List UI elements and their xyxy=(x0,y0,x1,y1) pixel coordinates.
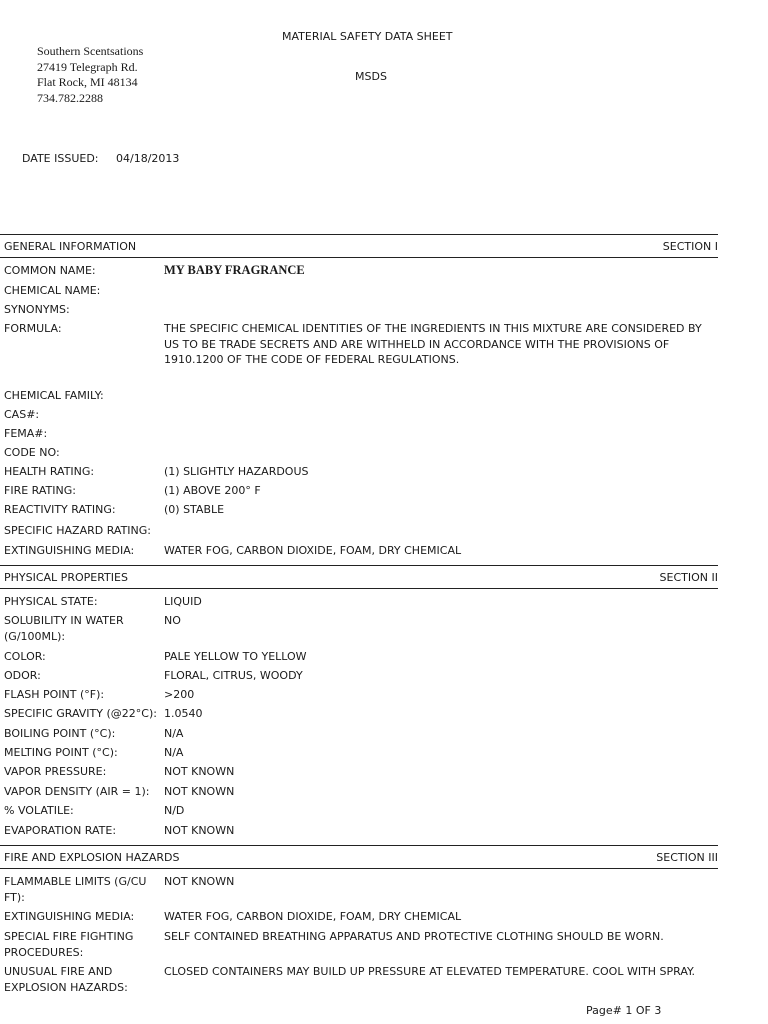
field-label: SPECIFIC GRAVITY (@22°C): xyxy=(4,707,157,720)
section-number: SECTION III xyxy=(656,850,718,864)
field-label: REACTIVITY RATING: xyxy=(4,503,116,516)
field-label: UNUSUAL FIRE AND EXPLOSION HAZARDS: xyxy=(4,965,128,994)
field-value: THE SPECIFIC CHEMICAL IDENTITIES OF THE INGREDIENTS IN THIS MIXTURE ARE CONSIDERED BY US TO BE TRADE SECRETS AND ARE WITHHELD IN ACCORDANCE WITH THE PROVISIONS OF 1910.1200 OF THE CODE OF FEDERAL REGULATIONS. xyxy=(164,322,702,366)
document-subtitle: MSDS xyxy=(355,70,387,83)
field-value: N/D xyxy=(164,804,185,817)
field-value: NOT KNOWN xyxy=(164,765,235,778)
field-value: SELF CONTAINED BREATHING APPARATUS AND PROTECTIVE CLOTHING SHOULD BE WORN. xyxy=(164,930,664,943)
field-label: HEALTH RATING: xyxy=(4,465,95,478)
field-value: NOT KNOWN xyxy=(164,824,235,837)
section-title: PHYSICAL PROPERTIES xyxy=(4,570,128,584)
field-label: SYNONYMS: xyxy=(4,303,70,316)
company-address-line1: 27419 Telegraph Rd. xyxy=(37,59,138,74)
field-label: MELTING POINT (°C): xyxy=(4,746,118,759)
field-label: COLOR: xyxy=(4,650,46,663)
field-label: EVAPORATION RATE: xyxy=(4,824,117,837)
field-label: BOILING POINT (°C): xyxy=(4,727,116,740)
field-value: N/A xyxy=(164,746,184,759)
field-label: FLAMMABLE LIMITS (G/CU FT): xyxy=(4,875,147,904)
field-label: % VOLATILE: xyxy=(4,804,74,817)
field-value: NO xyxy=(164,614,181,627)
section-number: SECTION II xyxy=(659,570,718,584)
field-label: VAPOR PRESSURE: xyxy=(4,765,107,778)
company-address-line2: Flat Rock, MI 48134 xyxy=(37,75,138,89)
section-fire-header xyxy=(0,845,718,869)
section-number: SECTION I xyxy=(662,239,718,253)
field-label: CAS#: xyxy=(4,408,40,421)
date-issued-label: DATE ISSUED: xyxy=(22,152,99,165)
field-label: FIRE RATING: xyxy=(4,484,76,497)
section-title: FIRE AND EXPLOSION HAZARDS xyxy=(4,850,180,864)
field-value: WATER FOG, CARBON DIOXIDE, FOAM, DRY CHEMICAL xyxy=(164,910,462,923)
field-label: COMMON NAME: xyxy=(4,264,96,277)
field-label: SPECIFIC HAZARD RATING: xyxy=(4,524,151,537)
field-value: PALE YELLOW TO YELLOW xyxy=(164,650,307,663)
field-label: FLASH POINT (°F): xyxy=(4,688,105,701)
field-value: MY BABY FRAGRANCE xyxy=(164,263,305,277)
field-label: EXTINGUISHING MEDIA: xyxy=(4,910,135,923)
field-label: CHEMICAL NAME: xyxy=(4,284,101,297)
section-physical-header xyxy=(0,565,718,589)
section-title: GENERAL INFORMATION xyxy=(4,239,137,253)
field-label: FORMULA: xyxy=(4,322,62,335)
field-value: FLORAL, CITRUS, WOODY xyxy=(164,669,303,682)
field-label: EXTINGUISHING MEDIA: xyxy=(4,544,135,557)
field-value: LIQUID xyxy=(164,595,202,608)
field-value: >200 xyxy=(164,688,195,701)
field-value: NOT KNOWN xyxy=(164,785,235,798)
company-phone: 734.782.2288 xyxy=(37,90,103,105)
field-label: ODOR: xyxy=(4,669,41,682)
field-label: VAPOR DENSITY (AIR = 1): xyxy=(4,785,150,798)
company-block xyxy=(37,44,143,106)
document-title: MATERIAL SAFETY DATA SHEET xyxy=(282,30,453,43)
section-general-header xyxy=(0,234,718,258)
field-value: NOT KNOWN xyxy=(164,875,235,888)
field-label: CHEMICAL FAMILY: xyxy=(4,389,104,402)
field-label: PHYSICAL STATE: xyxy=(4,595,98,608)
field-value: CLOSED CONTAINERS MAY BUILD UP PRESSURE AT ELEVATED TEMPERATURE. COOL WITH SPRAY. xyxy=(164,965,696,978)
page-number: Page# 1 OF 3 xyxy=(586,1004,662,1017)
field-label: SPECIAL FIRE FIGHTING PROCEDURES: xyxy=(4,930,134,959)
field-value: WATER FOG, CARBON DIOXIDE, FOAM, DRY CHEMICAL xyxy=(164,544,462,557)
field-label: SOLUBILITY IN WATER (G/100ML): xyxy=(4,614,124,643)
field-label: CODE NO: xyxy=(4,446,60,459)
company-name: Southern Scentsations xyxy=(37,44,144,58)
field-value: (0) STABLE xyxy=(164,503,225,516)
field-value: N/A xyxy=(164,727,184,740)
date-issued-value: 04/18/2013 xyxy=(116,152,180,165)
field-value: (1) ABOVE 200° F xyxy=(164,484,261,497)
field-label: FEMA#: xyxy=(4,427,48,440)
field-value: (1) SLIGHTLY HAZARDOUS xyxy=(164,465,309,478)
field-value: 1.0540 xyxy=(164,707,203,720)
